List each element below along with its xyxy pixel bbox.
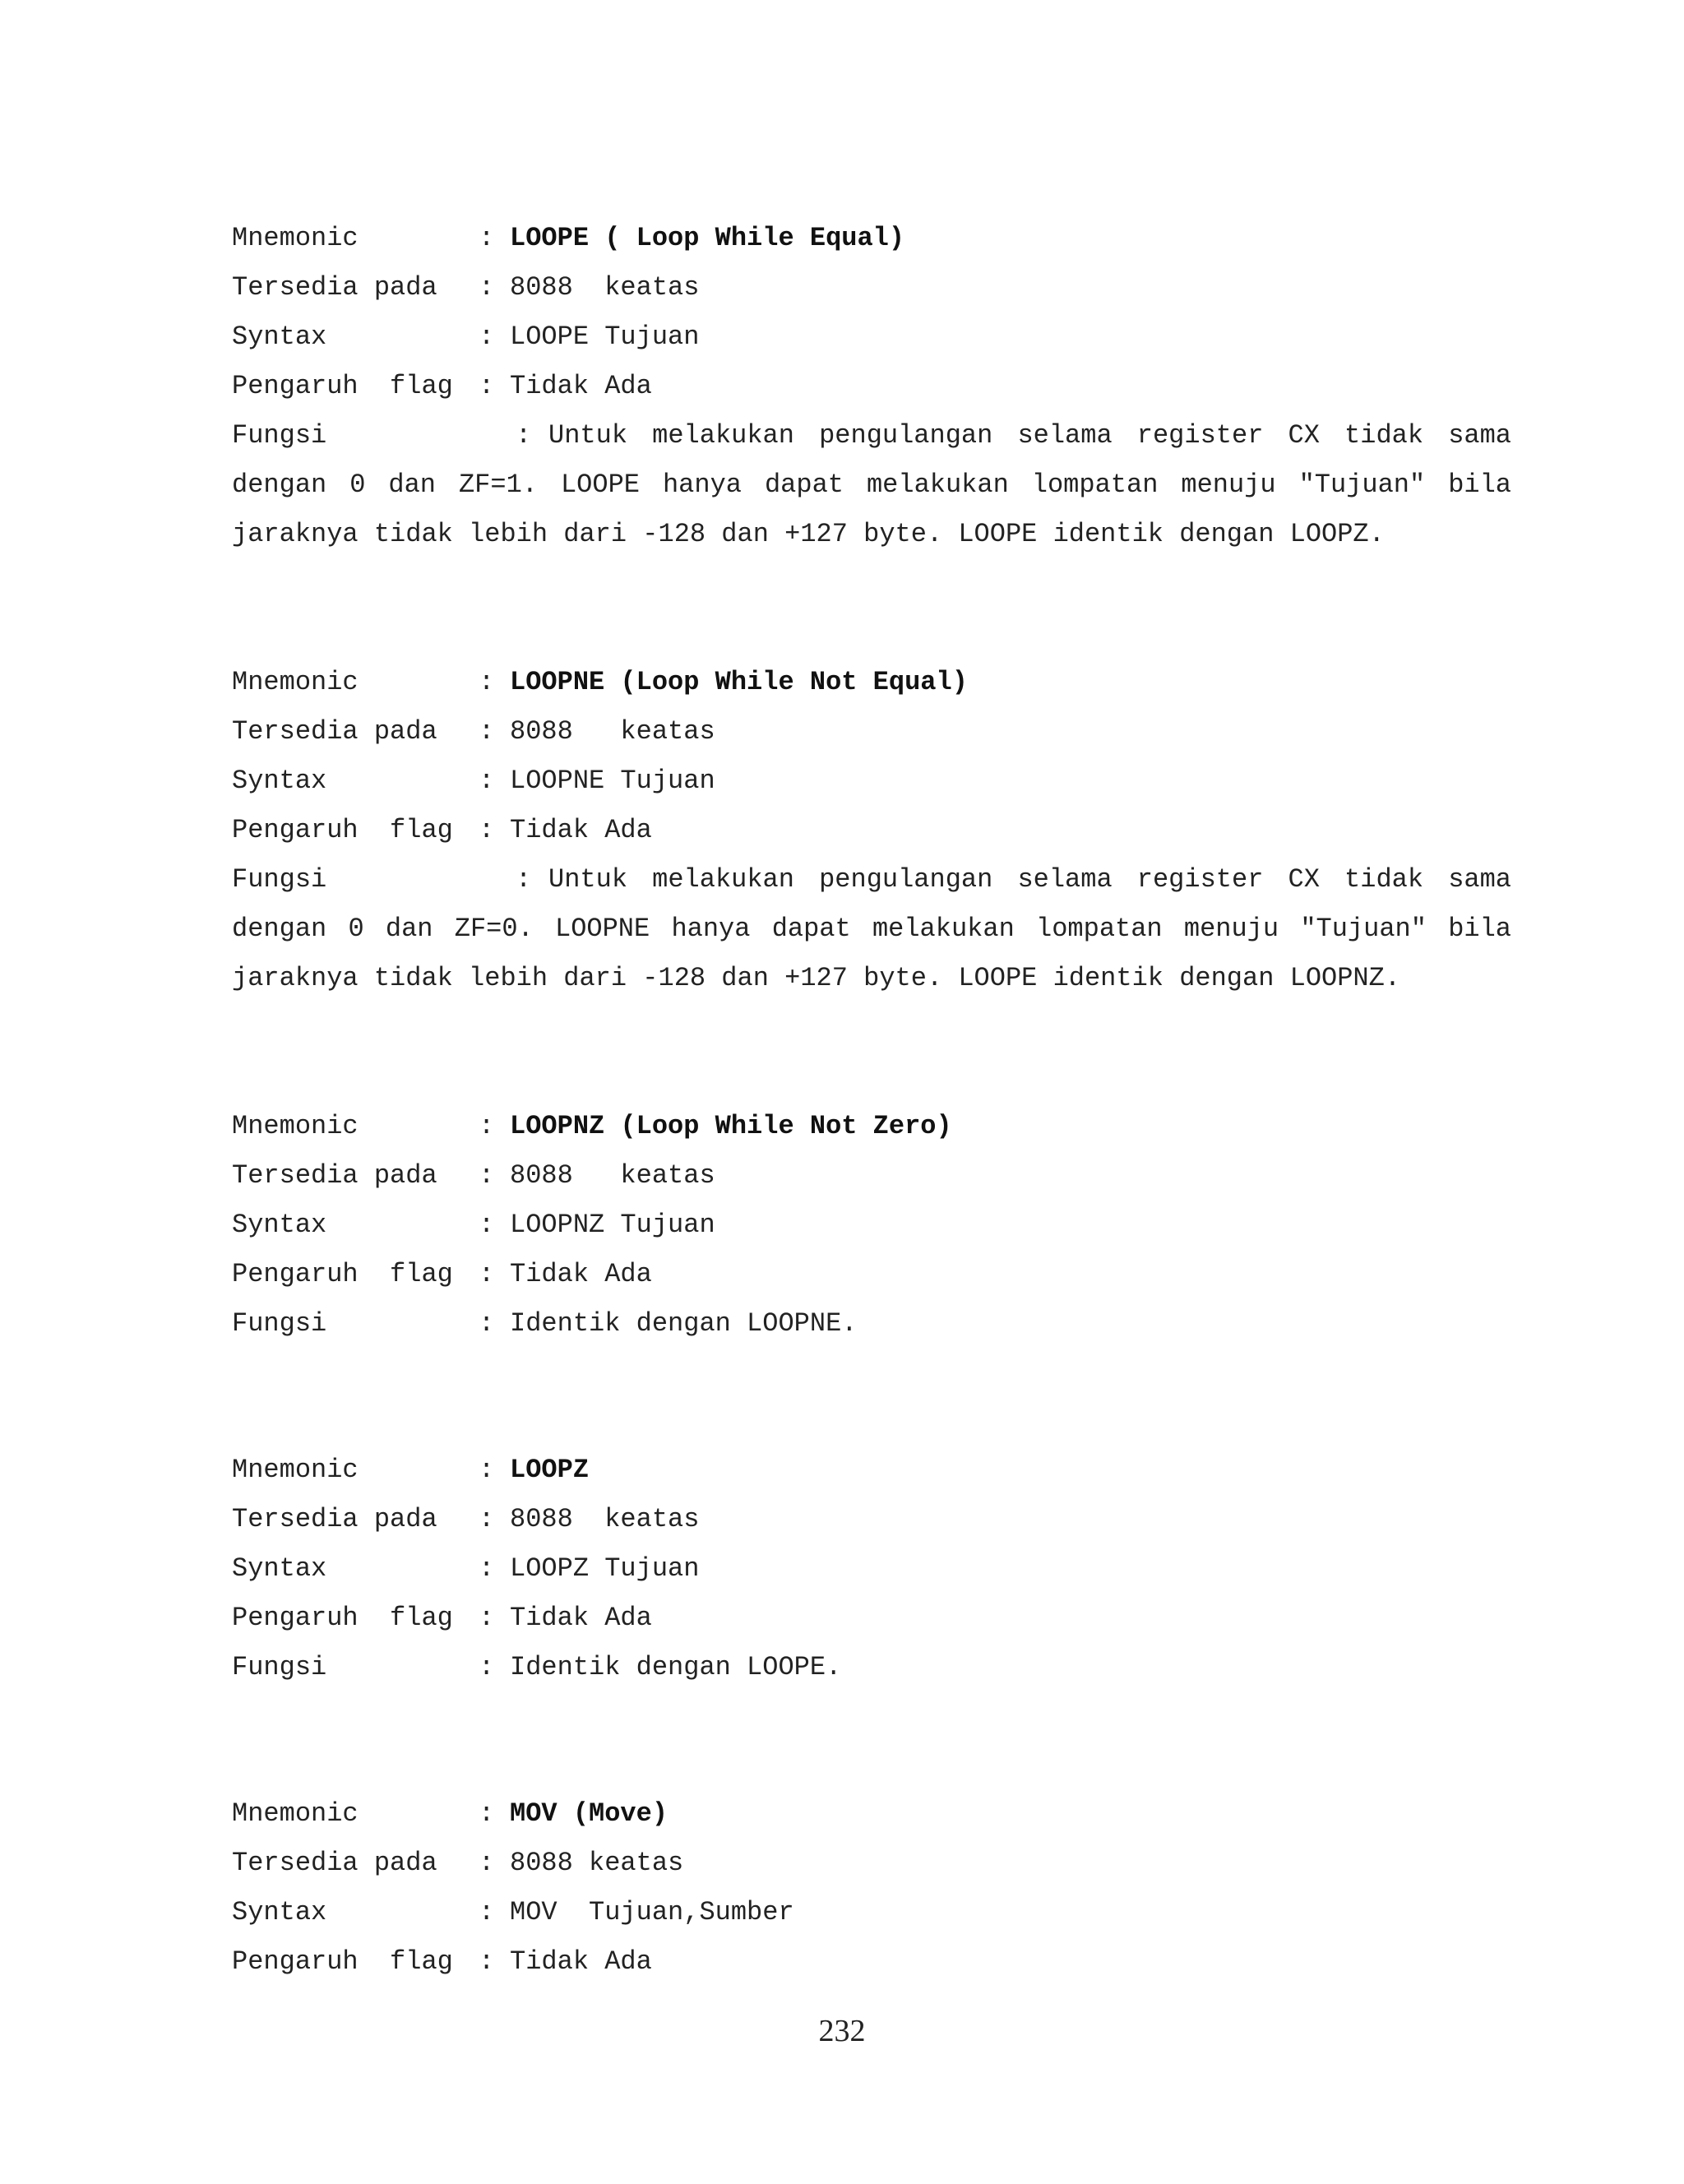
instruction-entry-loopne	[232, 658, 1511, 1003]
fungsi-continuation-row	[232, 510, 1511, 559]
mnemonic-label: Mnemonic	[232, 1798, 359, 1829]
pengaruh-flag-row	[232, 1937, 1511, 1987]
mnemonic-row	[232, 214, 1511, 263]
pengaruh-flag-label: Pengaruh flag	[232, 1946, 453, 1977]
page-number: 232	[818, 2014, 866, 2048]
pengaruh-flag-row	[232, 362, 1511, 411]
tersedia-row	[232, 1151, 1511, 1201]
fungsi-text-line-2: dengan 0 dan ZF=1. LOOPE hanya dapat melakukan lompatan menuju "Tujuan" bila	[232, 470, 1511, 500]
tersedia-row	[232, 1839, 1511, 1888]
separator: :	[479, 1652, 495, 1682]
syntax-row	[232, 757, 1511, 806]
separator: :	[479, 322, 495, 352]
fungsi-row	[232, 1299, 1511, 1349]
pengaruh-flag-label: Pengaruh flag	[232, 371, 453, 401]
mnemonic-label: Mnemonic	[232, 1455, 359, 1485]
syntax-value: LOOPZ Tujuan	[510, 1553, 700, 1584]
fungsi-continuation-row	[232, 460, 1511, 510]
pengaruh-flag-row	[232, 806, 1511, 855]
fungsi-row	[232, 1643, 1511, 1692]
mnemonic-label: Mnemonic	[232, 223, 359, 253]
syntax-row	[232, 1201, 1511, 1250]
fungsi-text-line-3: jaraknya tidak lebih dari -128 dan +127 byte. LOOPE identik dengan LOOPZ.	[232, 519, 1385, 549]
syntax-value: LOOPE Tujuan	[510, 322, 700, 352]
pengaruh-flag-value: Tidak Ada	[510, 1946, 652, 1977]
tersedia-value: 8088 keatas	[510, 1504, 700, 1534]
tersedia-value: 8088 keatas	[510, 716, 715, 747]
tersedia-row	[232, 707, 1511, 757]
tersedia-label: Tersedia pada	[232, 1504, 437, 1534]
separator: :	[479, 1160, 495, 1191]
fungsi-continuation-row	[232, 954, 1511, 1003]
syntax-row	[232, 1544, 1511, 1594]
separator: :	[479, 766, 495, 796]
tersedia-row	[232, 263, 1511, 312]
syntax-row	[232, 312, 1511, 362]
fungsi-label: Fungsi	[232, 1652, 327, 1682]
tersedia-value: 8088 keatas	[510, 1848, 684, 1878]
syntax-label: Syntax	[232, 766, 327, 796]
mnemonic-value: LOOPNZ (Loop While Not Zero)	[510, 1111, 952, 1141]
mnemonic-value: LOOPZ	[510, 1455, 590, 1485]
fungsi-label: Fungsi	[232, 864, 327, 895]
instruction-entry-mov	[232, 1789, 1511, 1987]
tersedia-row	[232, 1495, 1511, 1544]
separator: :	[479, 371, 495, 401]
separator: :	[479, 272, 495, 303]
pengaruh-flag-value: Tidak Ada	[510, 1259, 652, 1289]
tersedia-label: Tersedia pada	[232, 716, 437, 747]
fungsi-text-line-3: jaraknya tidak lebih dari -128 dan +127 byte. LOOPE identik dengan LOOPNZ.	[232, 963, 1401, 993]
separator: :	[479, 1111, 495, 1141]
pengaruh-flag-label: Pengaruh flag	[232, 1259, 453, 1289]
fungsi-text-line-2: dengan 0 dan ZF=0. LOOPNE hanya dapat melakukan lompatan menuju "Tujuan" bila	[232, 914, 1511, 944]
separator: :	[479, 1210, 495, 1240]
syntax-value: LOOPNZ Tujuan	[510, 1210, 715, 1240]
mnemonic-value: MOV (Move)	[510, 1798, 669, 1829]
separator: :	[479, 1897, 495, 1927]
separator: :	[479, 1946, 495, 1977]
mnemonic-label: Mnemonic	[232, 1111, 359, 1141]
mnemonic-value: LOOPE ( Loop While Equal)	[510, 223, 905, 253]
separator: :	[479, 1553, 495, 1584]
separator: :	[479, 815, 495, 845]
separator: :	[479, 1455, 495, 1485]
separator: :	[479, 667, 495, 697]
syntax-value: MOV Tujuan,Sumber	[510, 1897, 794, 1927]
instruction-entry-loope	[232, 214, 1511, 559]
separator: :	[479, 1603, 495, 1633]
fungsi-text-line-1: Untuk melakukan pengulangan selama register CX tidak sama	[548, 864, 1511, 895]
pengaruh-flag-value: Tidak Ada	[510, 815, 652, 845]
fungsi-row	[232, 855, 1511, 905]
pengaruh-flag-value: Tidak Ada	[510, 371, 652, 401]
syntax-value: LOOPNE Tujuan	[510, 766, 715, 796]
fungsi-value: Identik dengan LOOPNE.	[510, 1308, 858, 1339]
separator: :	[479, 1308, 495, 1339]
instruction-entry-loopz	[232, 1446, 1511, 1692]
fungsi-label: Fungsi	[232, 420, 327, 451]
syntax-label: Syntax	[232, 1897, 327, 1927]
tersedia-label: Tersedia pada	[232, 1160, 437, 1191]
tersedia-value: 8088 keatas	[510, 1160, 715, 1191]
separator: :	[516, 420, 532, 451]
fungsi-label: Fungsi	[232, 1308, 327, 1339]
pengaruh-flag-label: Pengaruh flag	[232, 815, 453, 845]
fungsi-continuation-row	[232, 905, 1511, 954]
tersedia-label: Tersedia pada	[232, 272, 437, 303]
instruction-entry-loopnz	[232, 1102, 1511, 1349]
separator: :	[479, 1504, 495, 1534]
pengaruh-flag-label: Pengaruh flag	[232, 1603, 453, 1633]
mnemonic-row	[232, 1446, 1511, 1495]
separator: :	[479, 1848, 495, 1878]
fungsi-row	[232, 411, 1511, 460]
separator: :	[479, 1259, 495, 1289]
syntax-label: Syntax	[232, 1553, 327, 1584]
pengaruh-flag-value: Tidak Ada	[510, 1603, 652, 1633]
fungsi-text-line-1: Untuk melakukan pengulangan selama register CX tidak sama	[548, 420, 1511, 451]
separator: :	[479, 716, 495, 747]
tersedia-label: Tersedia pada	[232, 1848, 437, 1878]
mnemonic-row	[232, 1789, 1511, 1839]
separator: :	[479, 1798, 495, 1829]
mnemonic-row	[232, 1102, 1511, 1151]
mnemonic-row	[232, 658, 1511, 707]
tersedia-value: 8088 keatas	[510, 272, 700, 303]
pengaruh-flag-row	[232, 1250, 1511, 1299]
pengaruh-flag-row	[232, 1594, 1511, 1643]
syntax-label: Syntax	[232, 1210, 327, 1240]
separator: :	[479, 223, 495, 253]
fungsi-value: Identik dengan LOOPE.	[510, 1652, 842, 1682]
mnemonic-label: Mnemonic	[232, 667, 359, 697]
syntax-row	[232, 1888, 1511, 1937]
syntax-label: Syntax	[232, 322, 327, 352]
mnemonic-value: LOOPNE (Loop While Not Equal)	[510, 667, 968, 697]
separator: :	[516, 864, 532, 895]
